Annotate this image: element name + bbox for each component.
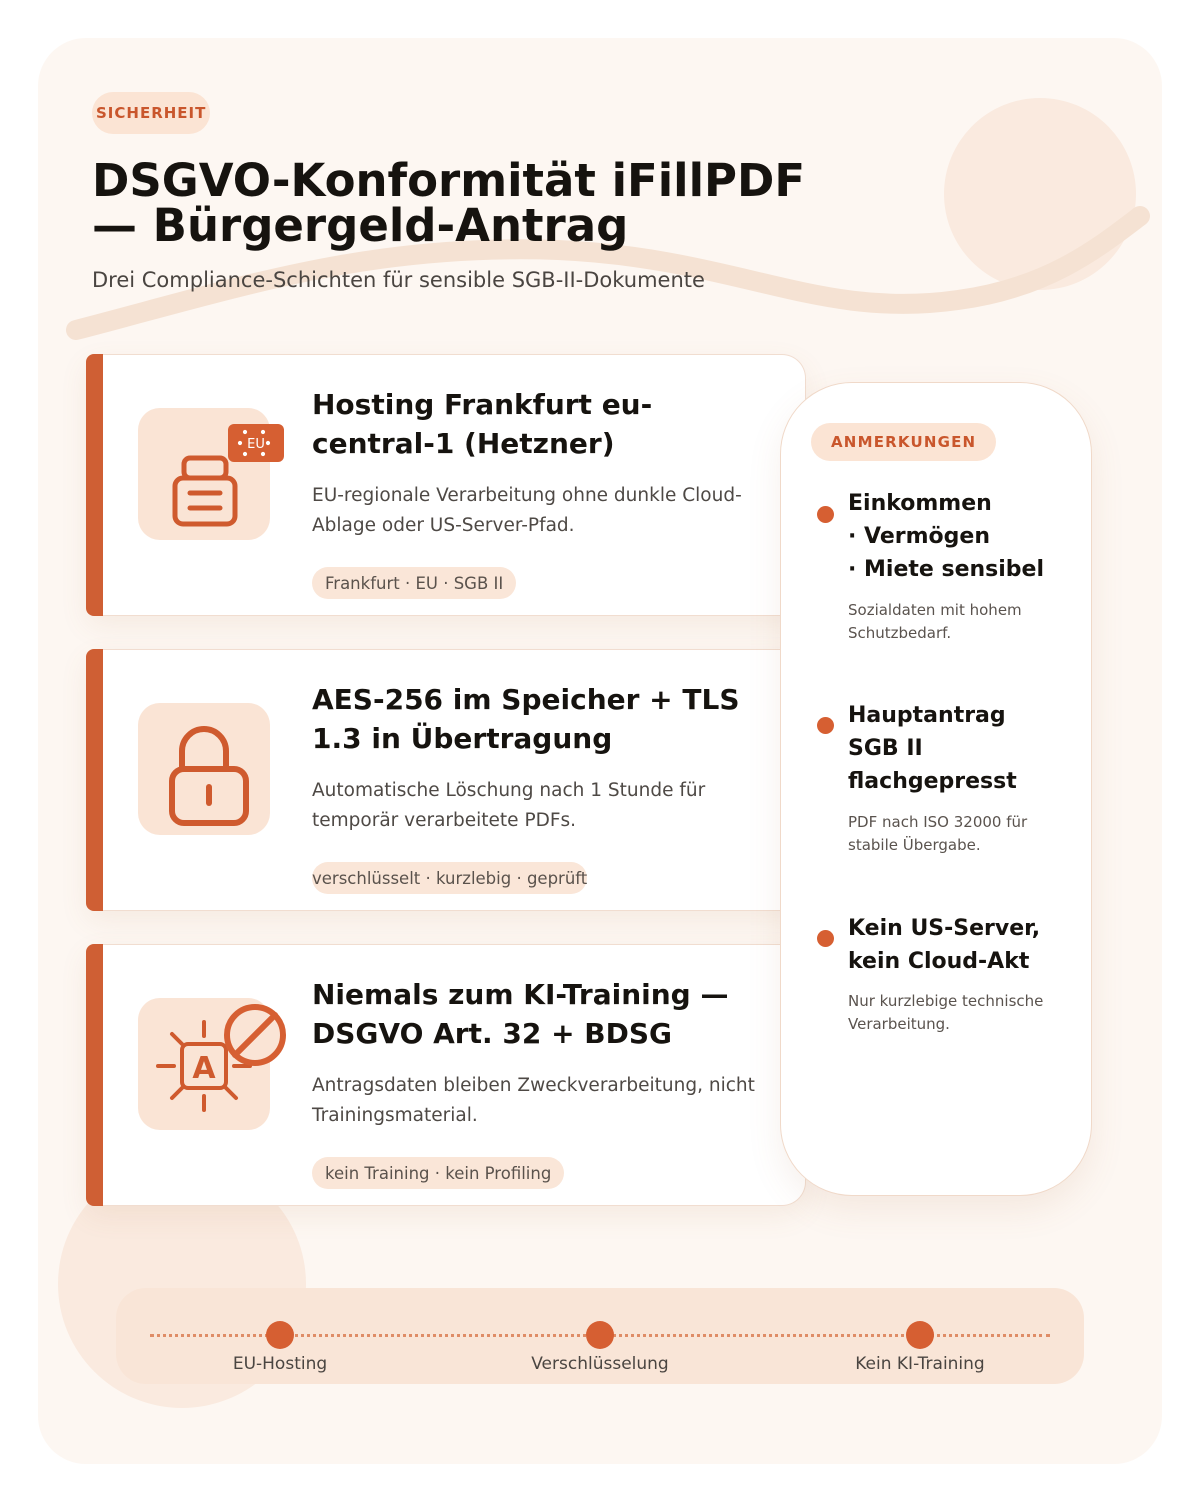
notes-badge: ANMERKUNGEN: [811, 423, 996, 461]
card-hosting: [86, 354, 806, 616]
card-tag: verschlüsselt · kurzlebig · geprüft: [312, 862, 587, 894]
page-subtitle: Drei Compliance-Schichten für sensible SGB-II-Dokumente: [92, 268, 705, 292]
timeline-node: [586, 1321, 614, 1349]
timeline-label: Verschlüsselung: [531, 1354, 669, 1374]
no-ai-training-icon: [138, 998, 270, 1130]
timeline-label: EU-Hosting: [232, 1354, 328, 1374]
card-title: AES-256 im Speicher + TLS 1.3 in Übertragung: [312, 683, 740, 755]
bullet-dot-icon: [817, 717, 834, 734]
bullet-dot-icon: [817, 930, 834, 947]
card-tag: kein Training · kein Profiling: [312, 1157, 564, 1189]
note-description: Sozialdaten mit hohem Schutzbedarf.: [848, 601, 1022, 642]
notes-panel: [780, 382, 1092, 1196]
note-title: Einkommen · Vermögen · Miete sensibel: [848, 491, 1044, 582]
card-description: Antragsdaten bleiben Zweckverarbeitung, nicht Trainingsmaterial.: [312, 1075, 755, 1126]
note-description: Nur kurzlebige technische Verarbeitung.: [848, 992, 1044, 1033]
timeline-bar: [116, 1288, 1084, 1384]
timeline-label: Kein KI-Training: [855, 1354, 985, 1374]
card-title: Niemals zum KI-Training — DSGVO Art. 32 + BDSG: [312, 978, 729, 1050]
eu-badge-label: EU: [247, 437, 265, 452]
card-title: Hosting Frankfurt eu-central-1 (Hetzner): [312, 388, 653, 460]
icon-container: [138, 703, 270, 835]
timeline-node: [906, 1321, 934, 1349]
card-tag: Frankfurt · EU · SGB II: [312, 567, 516, 599]
page-title: DSGVO-Konformität iFillPDF — Bürgergeld-Antrag: [92, 154, 806, 252]
note-title: Kein US-Server, kein Cloud-Akt: [848, 916, 1041, 974]
icon-container: [138, 998, 270, 1130]
section-badge: SICHERHEIT: [92, 92, 210, 134]
eu-hosting-icon: [138, 408, 270, 540]
bullet-dot-icon: [817, 506, 834, 523]
ai-letter: A: [192, 1051, 216, 1086]
card-encryption: [86, 649, 806, 911]
icon-container: [138, 408, 270, 540]
note-description: PDF nach ISO 32000 für stabile Übergabe.: [848, 813, 1028, 854]
card-description: Automatische Löschung nach 1 Stunde für temporär verarbeitete PDFs.: [312, 780, 706, 831]
padlock-icon: [138, 703, 270, 835]
card-no-ai-training: [86, 944, 806, 1206]
card-description: EU-regionale Verarbeitung ohne dunkle Cloud-Ablage oder US-Server-Pfad.: [312, 485, 742, 536]
timeline-node: [266, 1321, 294, 1349]
note-title: Hauptantrag SGB II flachgepresst: [848, 703, 1017, 794]
